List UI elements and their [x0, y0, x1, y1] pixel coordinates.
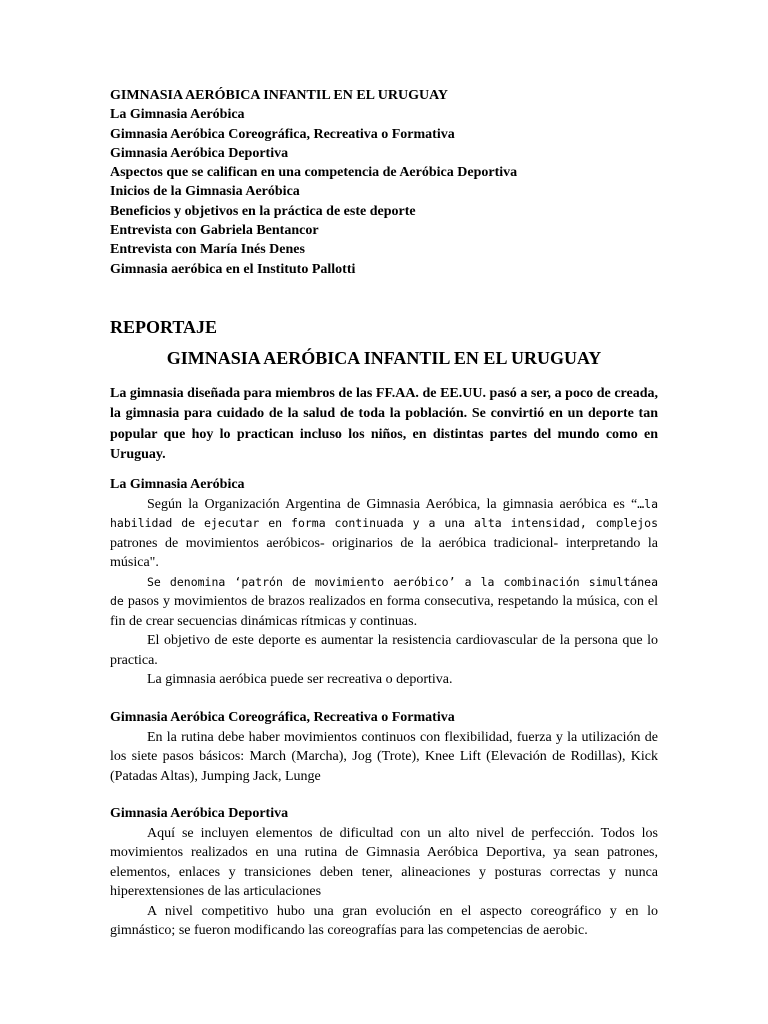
- paragraph-text: patrones de movimientos aeróbicos- originarios de la aeróbica tradicional- interpretando la música".: [110, 535, 658, 570]
- section-heading: Gimnasia Aeróbica Deportiva: [110, 806, 289, 821]
- quoted-text: Se denomina ‘patrón de movimiento aeróbico’ a la combinación simultánea de: [110, 574, 658, 608]
- toc-item: Entrevista con María Inés Denes: [110, 242, 305, 258]
- paragraph: [110, 495, 658, 573]
- toc-item: Gimnasia aeróbica en el Instituto Pallotti: [110, 261, 356, 277]
- paragraph-text: Según la Organización Argentina de Gimnasia Aeróbica, la gimnasia aeróbica es “: [147, 496, 638, 512]
- section-deportiva: [110, 804, 658, 941]
- paragraph: A nivel competitivo hubo una gran evolución en el aspecto coreográfico y en lo gimnástico; se fueron modificando las coreografías para las competencias de aerobic.: [110, 903, 658, 938]
- table-of-contents: [110, 86, 670, 279]
- toc-item: Inicios de la Gimnasia Aeróbica: [110, 184, 300, 200]
- section-heading: Gimnasia Aeróbica Coreográfica, Recreativa o Formativa: [110, 710, 455, 725]
- toc-item: GIMNASIA AERÓBICA INFANTIL EN EL URUGUAY: [110, 88, 449, 103]
- quoted-text: …la habilidad de ejecutar en forma continuada y a una alta intensidad, complejos: [110, 496, 658, 530]
- toc-item: Gimnasia Aeróbica Deportiva: [110, 145, 289, 161]
- report-label: REPORTAJE: [110, 317, 218, 337]
- toc-item: La Gimnasia Aeróbica: [110, 107, 245, 123]
- toc-item: Aspectos que se califican en una competencia de Aeróbica Deportiva: [110, 165, 518, 181]
- paragraph: [110, 573, 658, 632]
- page-title: GIMNASIA AERÓBICA INFANTIL EN EL URUGUAY: [166, 348, 602, 368]
- paragraph: El objetivo de este deporte es aumentar la resistencia cardiovascular de la persona que lo practica.: [110, 633, 658, 668]
- toc-item: Entrevista con Gabriela Bentancor: [110, 223, 319, 239]
- paragraph: La gimnasia aeróbica puede ser recreativa o deportiva.: [147, 672, 453, 687]
- toc-item: Beneficios y objetivos en la práctica de este deporte: [110, 203, 416, 219]
- lead-paragraph: La gimnasia diseñada para miembros de las FF.AA. de EE.UU. pasó a ser, a poco de creada, la gimnasia para cuidado de la salud de toda la población. Se convirtió en un deporte tan popular que hoy lo practican incluso los niños, en distintas partes del mundo como en Uruguay.: [110, 386, 658, 462]
- section-gimnasia-aerobica: [110, 475, 658, 690]
- section-coreografica: [110, 708, 658, 786]
- toc-item: Gimnasia Aeróbica Coreográfica, Recreativa o Formativa: [110, 126, 455, 142]
- paragraph: En la rutina debe haber movimientos continuos con flexibilidad, fuerza y la utilización de los siete pasos básicos: March (Marcha), Jog (Trote), Knee Lift (Elevación de Rodillas), Kick (Patadas Altas), Jumping Jack, Lunge: [110, 729, 658, 784]
- section-heading: La Gimnasia Aeróbica: [110, 477, 245, 492]
- paragraph-text: pasos y movimientos de brazos realizados en forma consecutiva, respetando la música, con el fin de crear secuencias dinámicas rítmicas y continuas.: [110, 594, 658, 629]
- paragraph: Aquí se incluyen elementos de dificultad con un alto nivel de perfección. Todos los movimientos realizados en una rutina de Gimnasia Aeróbica Deportiva, ya sean patrones, elementos, enlaces y transiciones deben tener, alineaciones y posturas correctas y nunca hiperextensiones de las articulaciones: [110, 825, 658, 899]
